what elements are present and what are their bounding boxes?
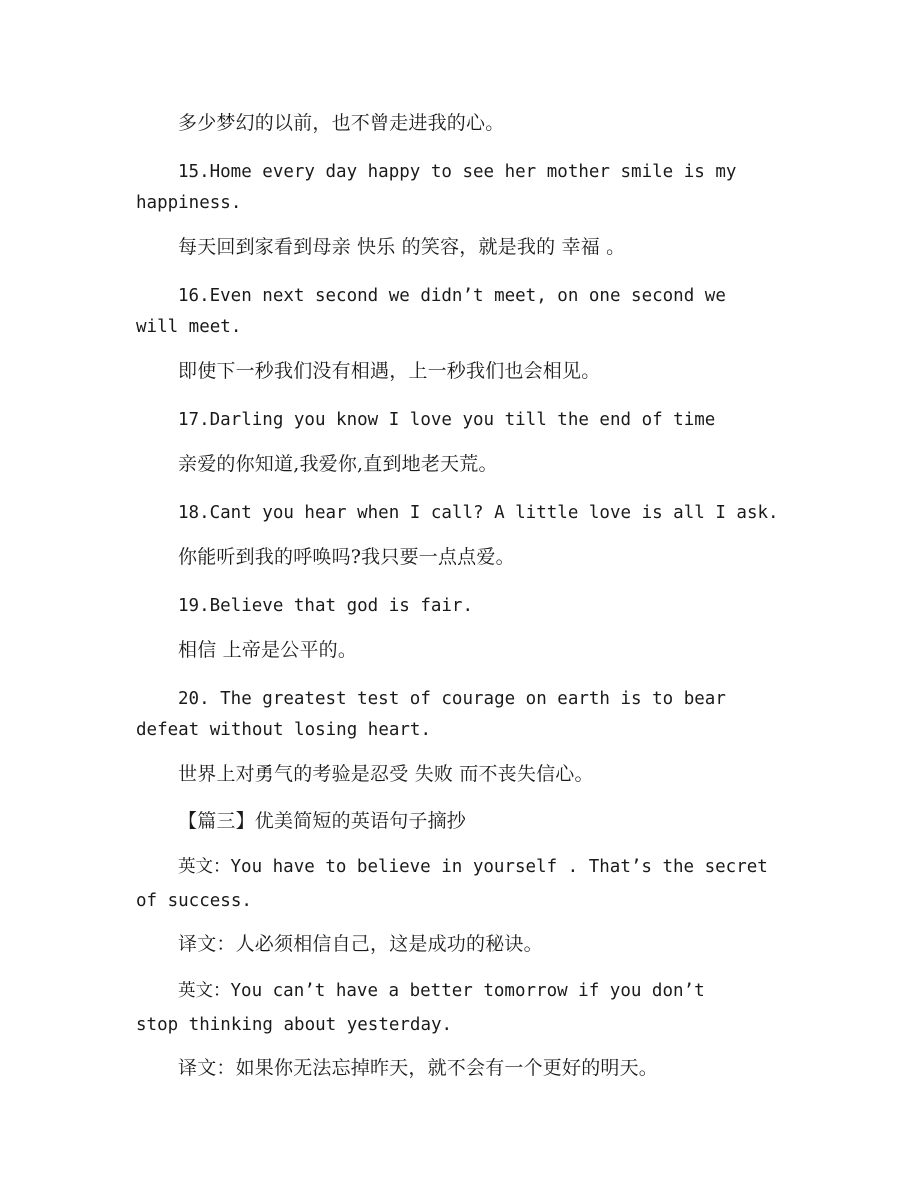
section-heading: 【篇三】优美简短的英语句子摘抄 [178,810,467,832]
text-line: happiness. [136,193,242,213]
text-line: 17.Darling you know I love you till the end of time [178,410,716,430]
text-line: 译文：如果你无法忘掉昨天，就不会有一个更好的明天。 [178,1057,659,1079]
text-line: 每天回到家看到母亲 快乐 的笑容，就是我的 幸福 。 [178,236,626,258]
text-line: stop thinking about yesterday. [136,1015,453,1035]
text-line: 亲爱的你知道,我爱你,直到地老天荒。 [178,453,498,475]
text-line: 世界上对勇气的考验是忍受 失败 而不丧失信心。 [178,763,594,785]
text-line: 18.Cant you hear when I call? A little love is all I ask. [178,503,779,523]
text-line: 20. The greatest test of courage on earth is to bear [178,689,726,709]
text-line: defeat without losing heart. [136,720,432,740]
text-line: of success. [136,891,252,911]
text-line: will meet. [136,317,242,337]
text-line: 相信 上帝是公平的。 [178,639,358,661]
text-line: 你能听到我的呼唤吗?我只要一点点爱。 [178,546,515,568]
text-line: 15.Home every day happy to see her mother smile is my [178,162,737,182]
text-line: 英文：You can’t have a better tomorrow if you don’t [178,981,705,1001]
text-line: 16.Even next second we didn’t meet, on one second we [178,286,726,306]
text-line: 多少梦幻的以前，也不曾走进我的心。 [178,112,505,134]
text-line: 即使下一秒我们没有相遇，上一秒我们也会相见。 [178,360,601,382]
text-line: 19.Believe that god is fair. [178,596,474,616]
text-line: 译文：人必须相信自己，这是成功的秘诀。 [178,933,543,955]
text-line: 英文：You have to believe in yourself . That’s the secret [178,857,768,877]
